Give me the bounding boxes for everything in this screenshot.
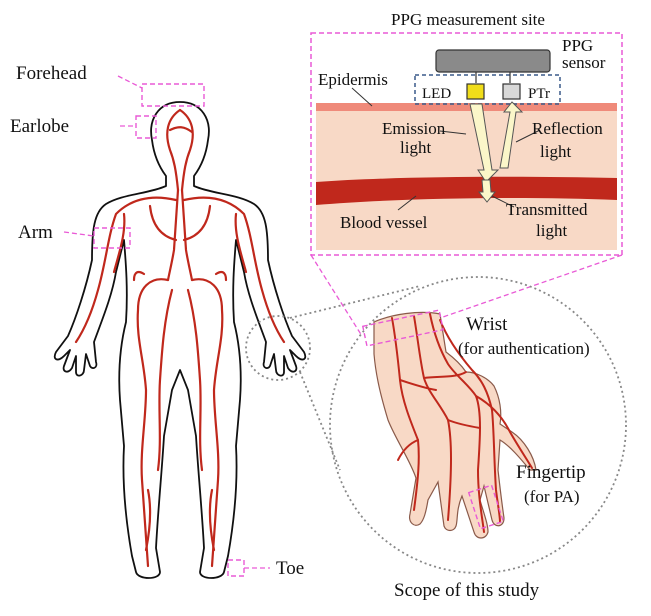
- inset-title: PPG measurement site: [391, 10, 545, 29]
- arm-label: Arm: [18, 222, 53, 243]
- earlobe-label: Earlobe: [10, 116, 70, 137]
- body-outline: [55, 102, 306, 578]
- ppg-sensor-body: [436, 50, 550, 72]
- reflection-label-line2: light: [540, 142, 572, 161]
- toe-marker: [228, 560, 244, 576]
- sensor-label-line2: sensor: [562, 53, 606, 72]
- blood-vessel-label: Blood vessel: [340, 213, 428, 232]
- epidermis-label: Epidermis: [318, 70, 388, 89]
- body-figure: [55, 102, 306, 578]
- led-label: LED: [422, 86, 452, 102]
- wrist-label: Wrist: [466, 314, 508, 335]
- forehead-connector: [118, 76, 142, 88]
- emission-label-line1: Emission: [382, 119, 446, 138]
- arm-connector: [64, 232, 94, 236]
- forehead-label: Forehead: [16, 63, 87, 84]
- fingertip-label: Fingertip: [516, 462, 586, 483]
- inset-connector-left: [311, 255, 362, 336]
- zoom-connector-top: [290, 286, 420, 318]
- emission-label-line2: light: [400, 138, 432, 157]
- ptr-chip: [503, 84, 520, 99]
- wrist-note: (for authentication): [458, 339, 590, 358]
- transmitted-label-line2: light: [536, 221, 568, 240]
- fingertip-note: (for PA): [524, 487, 580, 506]
- ptr-label: PTr: [528, 86, 550, 102]
- transmitted-label-line1: Transmitted: [506, 200, 588, 219]
- sensor-label-line1: PPG: [562, 36, 594, 55]
- reflection-label-line1: Reflection: [532, 119, 603, 138]
- led-chip: [467, 84, 484, 99]
- zoom-connector-bottom: [300, 372, 340, 470]
- toe-label: Toe: [276, 558, 305, 579]
- scope-label: Scope of this study: [394, 580, 540, 601]
